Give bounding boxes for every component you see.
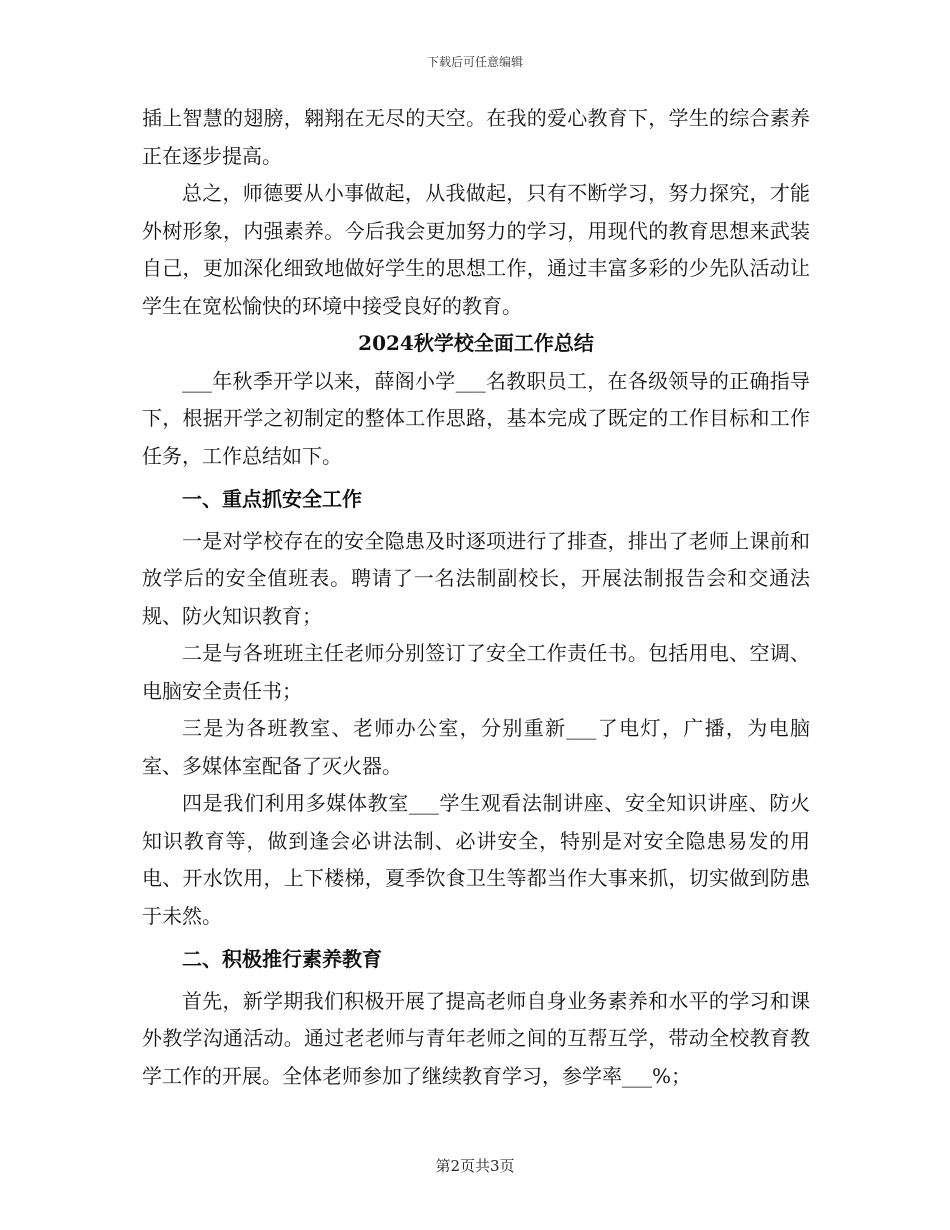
document-title: 2024秋学校全面工作总结 — [358, 331, 594, 355]
paragraph: 三是为各班教室、老师办公室，分别重新___了电灯，广播，为电脑室、多媒体室配备了灭火器。 — [142, 716, 810, 778]
paragraph: ___年秋季开学以来，薛阁小学___名教职员工，在各级领导的正确指导下，根据开学之初制定的整体工作思路，基本完成了既定的工作目标和工作任务，工作总结如下。 — [142, 368, 810, 468]
paragraph: 四是我们利用多媒体教室___学生观看法制讲座、安全知识讲座、防火知识教育等，做到逢会必讲法制、必讲安全，特别是对安全隐患易发的用电、开水饮用，上下楼梯，夏季饮食卫生等都当作大事来抓，切实做到防患于未然。 — [142, 791, 810, 928]
paragraph: 总之，师德要从小事做起，从我做起，只有不断学习，努力探究，才能外树形象，内强素养。今后我会更加努力的学习，用现代的教育思想来武装自己，更加深化细致地做好学生的思想工作，通过丰富多彩的少先队活动让学生在宽松愉快的环境中接受良好的教育。 — [142, 181, 810, 318]
paragraph: 首先，新学期我们积极开展了提高老师自身业务素养和水平的学习和课外教学沟通活动。通过老老师与青年老师之间的互帮互学，带动全校教育教学工作的开展。全体老师参加了继续教育学习，参学率___%； — [142, 988, 810, 1088]
page-footer: 第2页共3页 — [435, 1157, 515, 1175]
section-heading: 一、重点抓安全工作 — [182, 487, 362, 511]
page-header: 下载后可任意编辑 — [426, 55, 523, 69]
document-body — [142, 100, 810, 1095]
paragraph: 二是与各班班主任老师分别签订了安全工作责任书。包括用电、空调、电脑安全责任书； — [142, 641, 810, 703]
paragraph: 插上智慧的翅膀，翱翔在无尽的天空。在我的爱心教育下，学生的综合素养正在逐步提高。 — [142, 106, 810, 168]
paragraph: 一是对学校存在的安全隐患及时逐项进行了排查，排出了老师上课前和放学后的安全值班表。聘请了一名法制副校长，开展法制报告会和交通法规、防火知识教育； — [142, 528, 810, 628]
section-heading: 二、积极推行素养教育 — [182, 947, 382, 971]
